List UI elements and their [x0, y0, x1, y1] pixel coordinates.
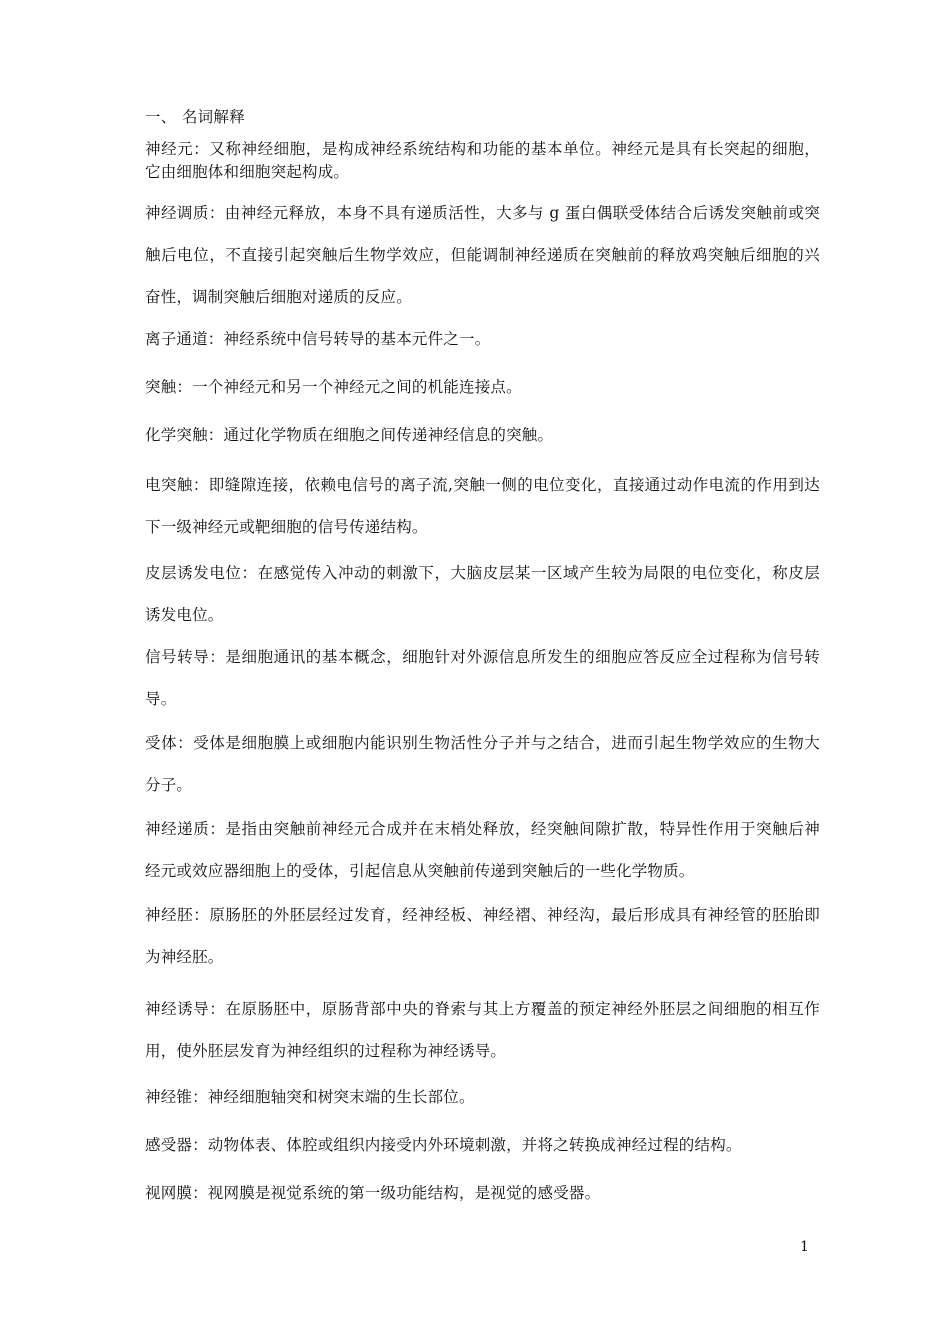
- entry-neuron: 神经元：又称神经细胞，是构成神经系统结构和功能的基本单位。神经元是具有长突起的细胞，它由细胞体和细胞突起构成。: [145, 140, 820, 181]
- entry-neurula: 神经胚：原肠胚的外胚层经过发育，经神经板、神经褶、神经沟，最后形成具有神经管的胚胎即为神经胚。: [145, 906, 820, 966]
- entry-cortical-evoked-potential: 皮层诱发电位：在感觉传入冲动的刺激下，大脑皮层某一区域产生较为局限的电位变化，称皮层诱发电位。: [145, 564, 820, 624]
- entry-synapse: 突触：一个神经元和另一个神经元之间的机能连接点。: [145, 378, 522, 396]
- entry-ion-channel: 离子通道：神经系统中信号转导的基本元件之一。: [145, 330, 491, 348]
- entry-signal-transduction: 信号转导：是细胞通讯的基本概念，细胞针对外源信息所发生的细胞应答反应全过程称为信号转导。: [145, 648, 820, 708]
- entry-receptor: 受体：受体是细胞膜上或细胞内能识别生物活性分子并与之结合，进而引起生物学效应的生物大分子。: [145, 734, 820, 794]
- entry-retina: 视网膜：视网膜是视觉系统的第一级功能结构，是视觉的感受器。: [145, 1184, 601, 1202]
- entry-neurotransmitter: 神经递质：是指由突触前神经元合成并在末梢处释放，经突触间隙扩散，特异性作用于突触后神经元或效应器细胞上的受体，引起信息从突触前传递到突触后的一些化学物质。: [145, 820, 820, 880]
- entry-electrical-synapse: 电突触：即缝隙连接，依赖电信号的离子流,突触一侧的电位变化，直接通过动作电流的作用到达下一级神经元或靶细胞的信号传递结构。: [145, 476, 820, 536]
- entry-neuromodulator: 神经调质：由神经元释放，本身不具有递质活性，大多与 g 蛋白偶联受体结合后诱发突触前或突触后电位，不直接引起突触后生物学效应，但能调制神经递质在突触前的释放鸡突触后细胞的兴奋性，调制突触后细胞对递质的反应。: [145, 204, 820, 306]
- entry-growth-cone: 神经锥：神经细胞轴突和树突末端的生长部位。: [145, 1088, 475, 1106]
- entry-sensory-receptor: 感受器：动物体表、体腔或组织内接受内外环境刺激，并将之转换成神经过程的结构。: [145, 1136, 742, 1154]
- section-heading: 一、 名词解释: [145, 108, 246, 126]
- entry-neural-induction: 神经诱导：在原肠胚中，原肠背部中央的脊索与其上方覆盖的预定神经外胚层之间细胞的相互作用，使外胚层发育为神经组织的过程称为神经诱导。: [145, 1000, 820, 1060]
- entry-chemical-synapse: 化学突触：通过化学物质在细胞之间传递神经信息的突触。: [145, 426, 554, 444]
- page-number: 1: [800, 1239, 809, 1255]
